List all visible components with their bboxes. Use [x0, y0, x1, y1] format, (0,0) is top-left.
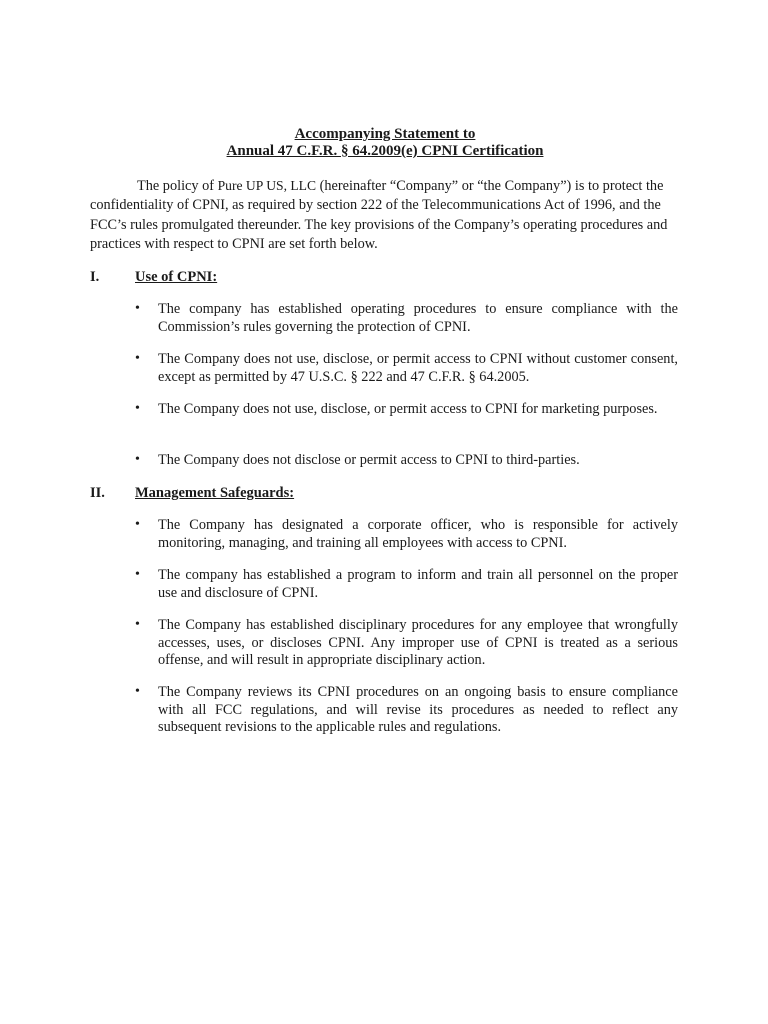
section-title: Management Safeguards:: [135, 485, 295, 501]
list-item-text: The Company does not use, disclose, or permit access to CPNI without customer consent, except as permitted by 47 U.S.C. § 222 and 47 C.F.R. § 64.2005.: [158, 351, 678, 385]
list-item-text: The Company does not use, disclose, or permit access to CPNI for marketing purposes.: [158, 401, 658, 417]
section-number: II.: [90, 485, 105, 501]
document-title-line2: Annual 47 C.F.R. § 64.2009(e) CPNI Certification: [226, 143, 544, 159]
bullet-icon: •: [135, 301, 140, 316]
list-item-text: The Company reviews its CPNI procedures on an ongoing basis to ensure compliance with all FCC regulations, and will revise its procedures as needed to reflect any subsequent revisions to the applicable rules and regulations.: [158, 684, 678, 735]
list-item-text: The Company has established disciplinary procedures for any employee that wrongfully accesses, uses, or discloses CPNI. Any improper use of CPNI is treated as a serious offense, and will result in appropriate disciplinary action.: [158, 617, 678, 668]
bullet-icon: •: [135, 684, 140, 699]
document-title-line1: Accompanying Statement to: [294, 126, 476, 142]
bullet-icon: •: [135, 452, 140, 467]
bullet-icon: •: [135, 617, 140, 632]
section-number: I.: [90, 269, 100, 285]
list-item-text: The company has established a program to inform and train all personnel on the proper use and disclosure of CPNI.: [158, 567, 678, 601]
bullet-icon: •: [135, 401, 140, 416]
bullet-icon: •: [135, 351, 140, 366]
list-item-text: The company has established operating procedures to ensure compliance with the Commission’s rules governing the protection of CPNI.: [158, 301, 678, 335]
list-item-text: The Company does not disclose or permit access to CPNI to third-parties.: [158, 452, 580, 468]
company-name: Pure UP US, LLC: [217, 178, 317, 193]
intro-paragraph: [90, 176, 680, 254]
bullet-icon: •: [135, 567, 140, 582]
list-item-text: The Company has designated a corporate officer, who is responsible for actively monitoring, managing, and training all employees with access to CPNI.: [158, 517, 678, 551]
intro-rest: (hereinafter “Company” or “the Company”) is to protect the confidentiality of CPNI, as required by section 222 of the Telecommunications Act of 1996, and the FCC’s rules promulgated thereunder. The key provisions of the Company’s operating procedures and practices with respect to CPNI are set forth below.: [90, 178, 668, 252]
intro-lead: The policy of: [137, 178, 218, 194]
bullet-icon: •: [135, 517, 140, 532]
section-title: Use of CPNI:: [135, 269, 218, 285]
